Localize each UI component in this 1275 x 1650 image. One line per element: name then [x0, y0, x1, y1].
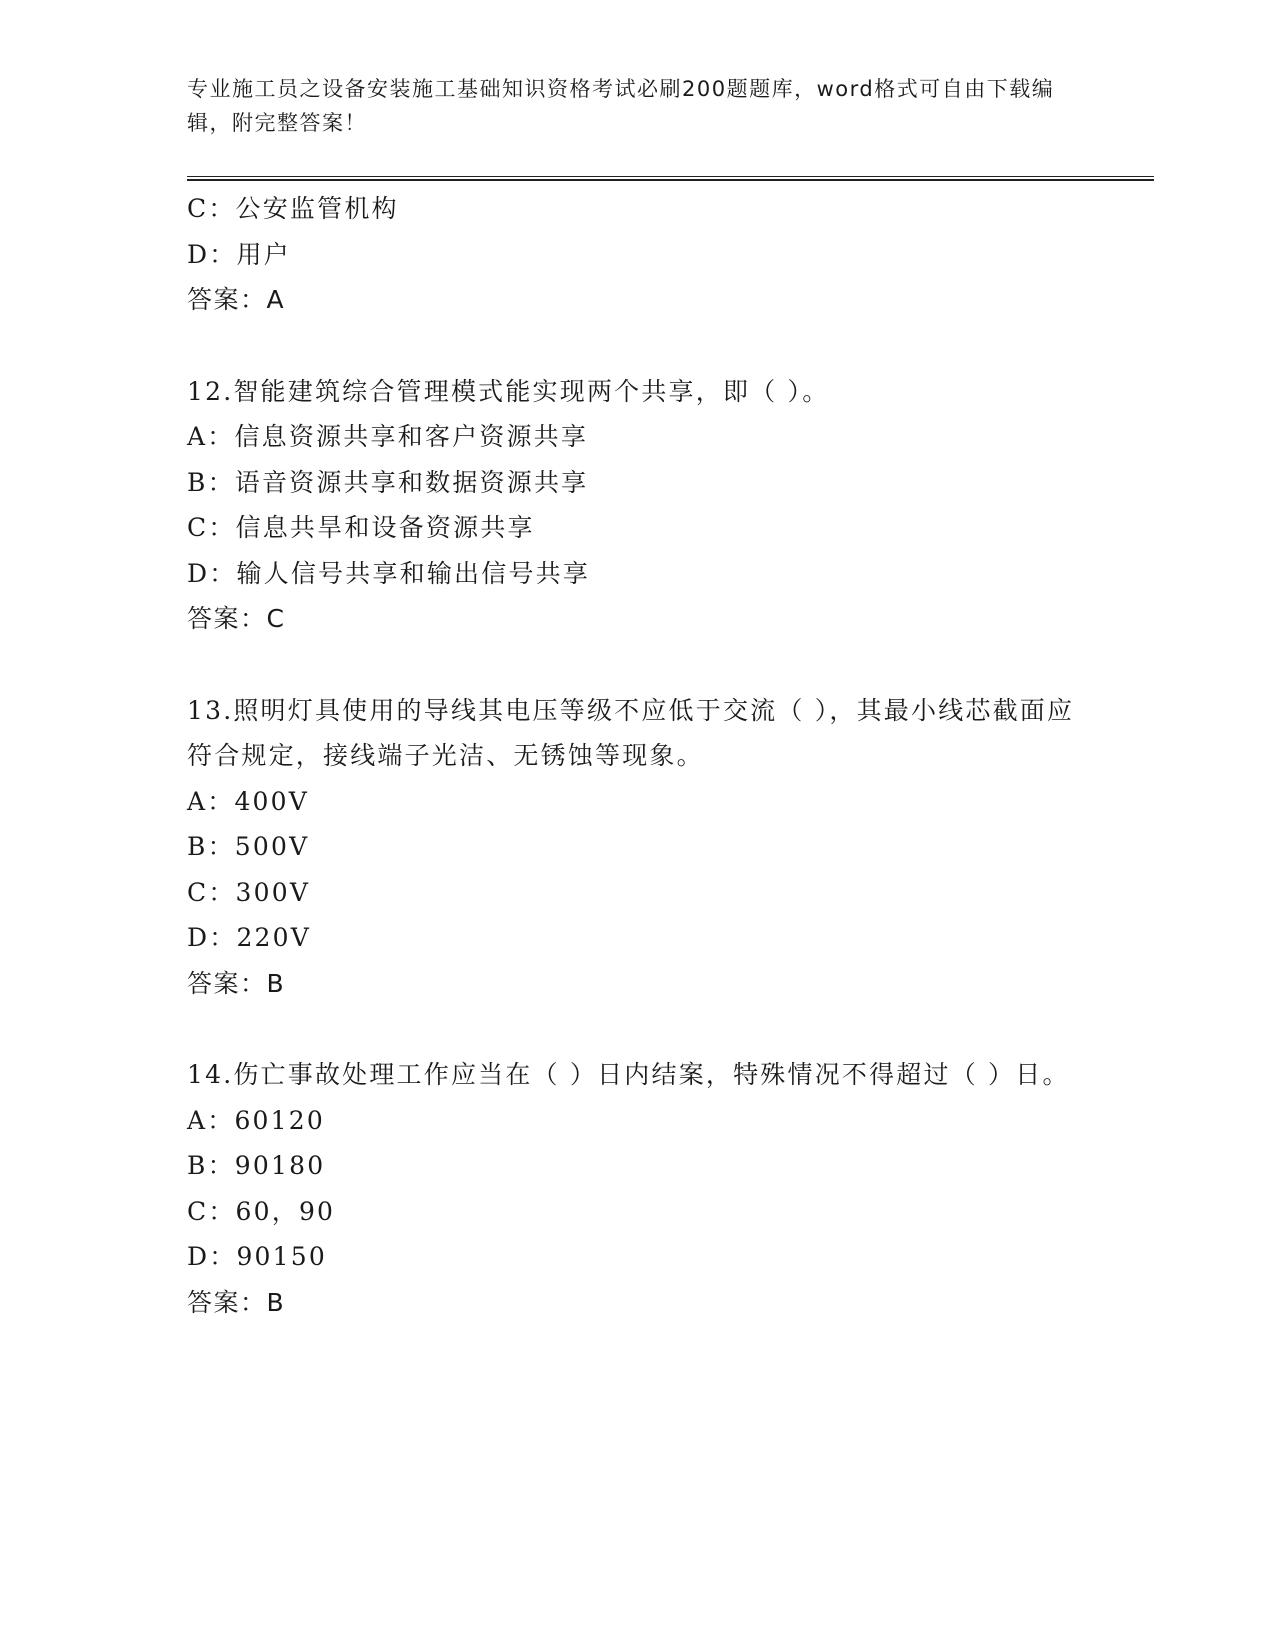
- option-d: D：用户: [187, 239, 291, 269]
- answer-line: 答案：A: [187, 285, 286, 314]
- option-c: C：信息共旱和设备资源共享: [187, 513, 535, 542]
- option-b: B：90180: [187, 1151, 326, 1180]
- question-list: [187, 186, 1077, 1325]
- option-b: B：语音资源共享和数据资源共享: [187, 467, 589, 497]
- option-a: A：信息资源共享和客户资源共享: [187, 422, 589, 451]
- question-text: 14.伤亡事故处理工作应当在（ ）日内结案，特殊情况不得超过（ ）日。: [187, 1060, 1070, 1089]
- option-a: A：60120: [187, 1105, 325, 1135]
- option-a: A：400V: [187, 786, 310, 816]
- option-d: D：220V: [187, 923, 312, 952]
- option-d: D：输人信号共享和输出信号共享: [187, 558, 591, 588]
- spacer: [187, 323, 1077, 369]
- question-text: 12.智能建筑综合管理模式能实现两个共享，即（ ）。: [187, 376, 830, 406]
- answer-line: 答案：C: [187, 604, 286, 633]
- option-b: B：500V: [187, 832, 310, 861]
- option-c: C：60，90: [187, 1196, 336, 1226]
- spacer: [187, 642, 1077, 688]
- option-c: C：公安监管机构: [187, 194, 399, 223]
- answer-line: 答案：B: [187, 968, 286, 998]
- page-header: [187, 72, 1087, 140]
- question-block-13: [187, 688, 1077, 1007]
- question-block-12: [187, 369, 1077, 642]
- answer-line: 答案：B: [187, 1287, 286, 1317]
- question-block-11: [187, 186, 1077, 323]
- option-d: D：90150: [187, 1242, 327, 1271]
- document-title: 专业施工员之设备安装施工基础知识资格考试必刷200题题库，word格式可自由下载编辑，附完整答案！: [187, 77, 1055, 135]
- option-c: C：300V: [187, 877, 311, 907]
- question-block-14: [187, 1052, 1077, 1325]
- spacer: [187, 1006, 1077, 1052]
- header-divider: [187, 176, 1154, 181]
- question-text: 13.照明灯具使用的导线其电压等级不应低于交流（ ），其最小线芯截面应符合规定，接线端子光洁、无锈蚀等现象。: [187, 695, 1075, 770]
